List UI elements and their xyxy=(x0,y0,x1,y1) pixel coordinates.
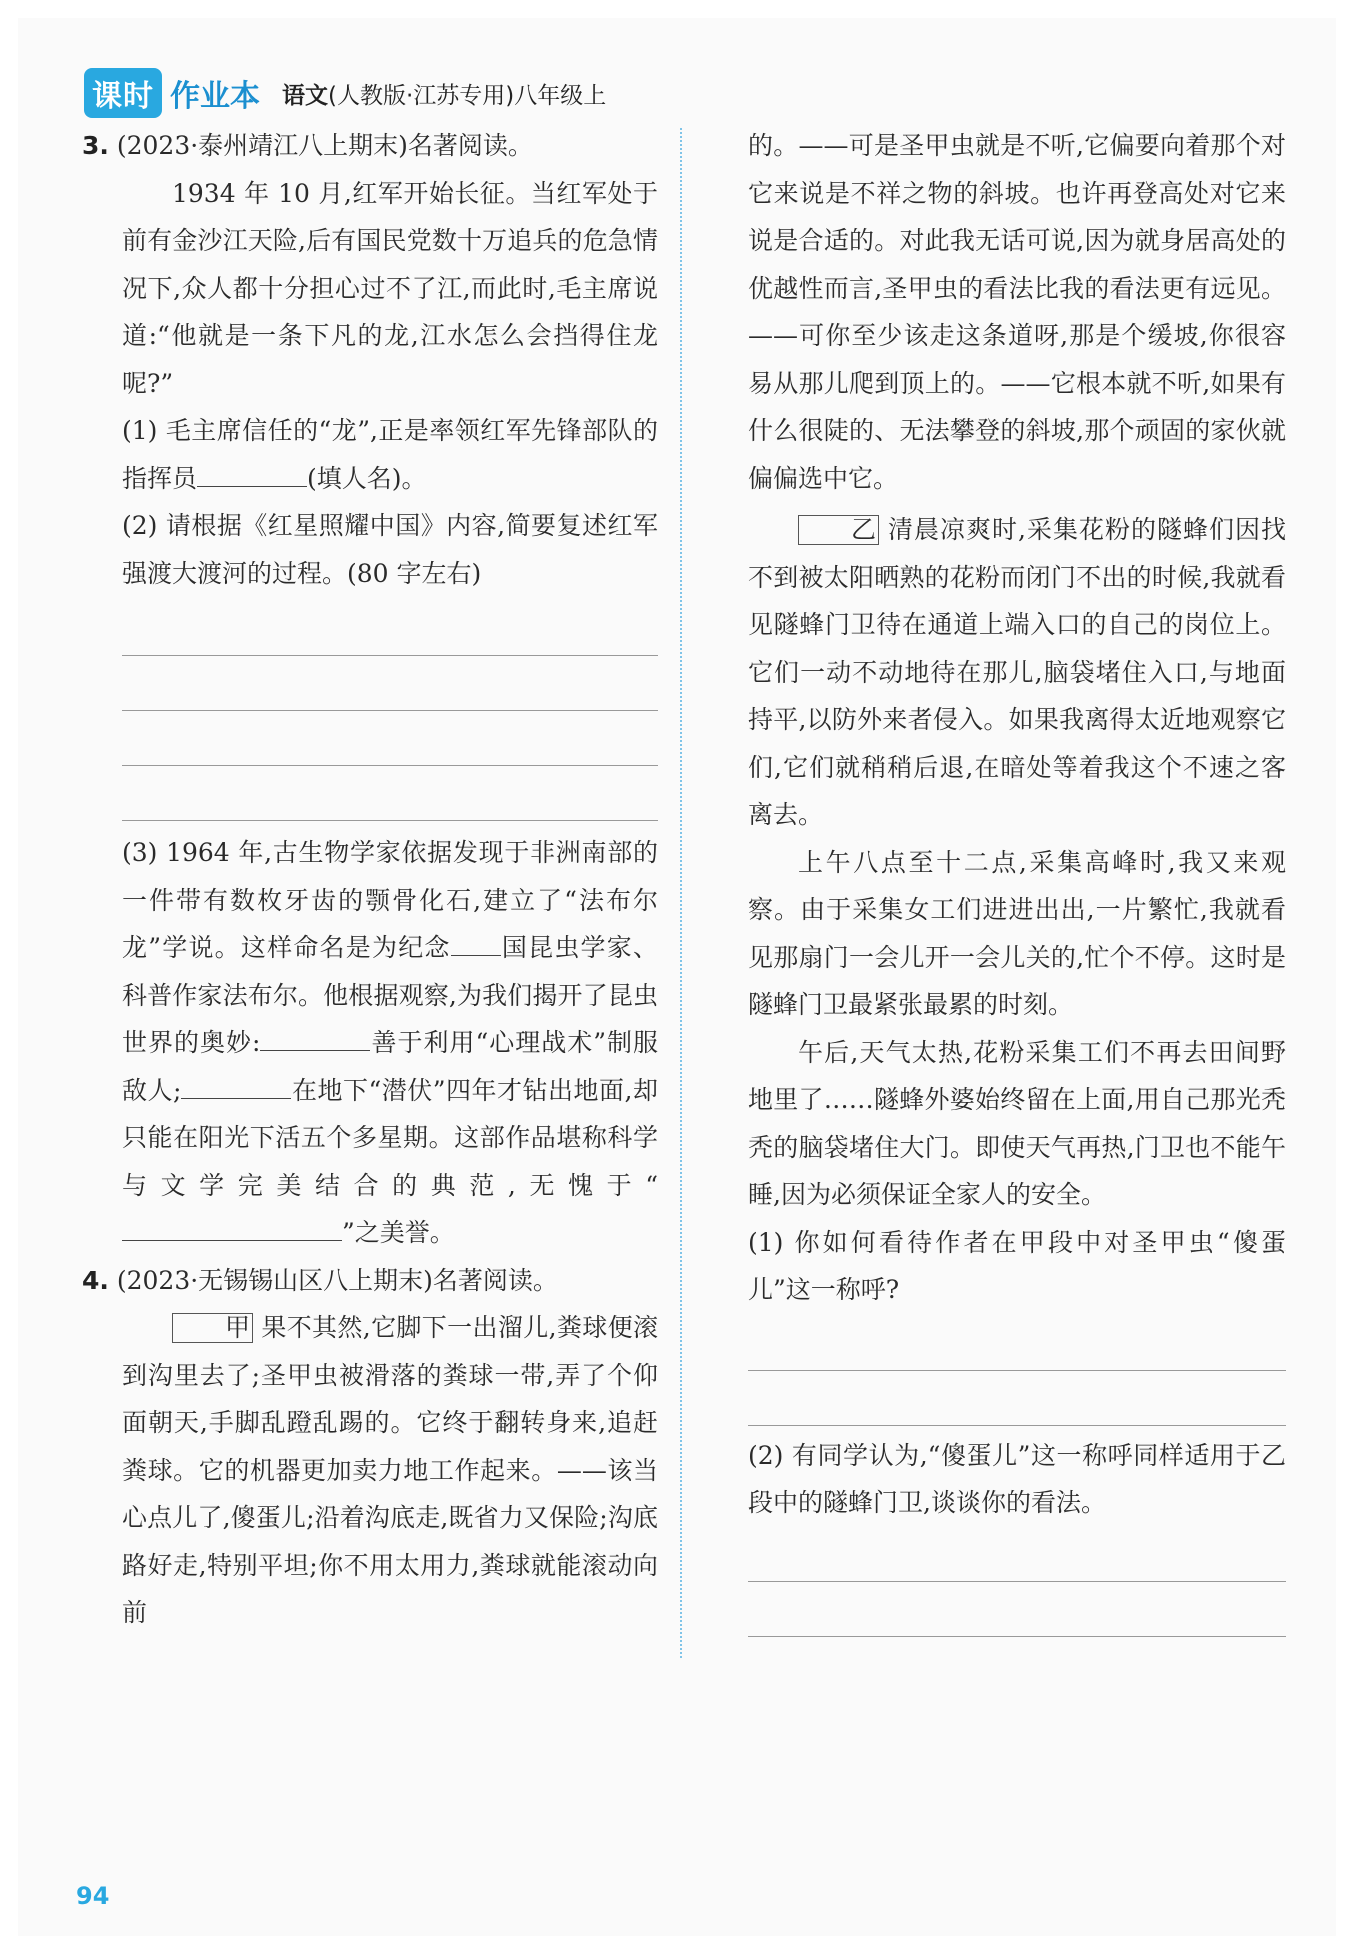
answer-line[interactable] xyxy=(122,601,658,656)
answer-line[interactable] xyxy=(748,1316,1286,1371)
right-column xyxy=(748,122,1286,1637)
question-3-header xyxy=(82,122,658,170)
column-divider xyxy=(680,128,682,1658)
question-4-header xyxy=(82,1257,658,1305)
q4-part1: (1) 你如何看待作者在甲段中对圣甲虫“傻蛋儿”这一称呼? xyxy=(748,1227,1286,1304)
answer-blank[interactable] xyxy=(181,1070,291,1099)
q4-passage-yi xyxy=(748,506,1286,839)
question-number: 3. xyxy=(82,131,109,160)
edition-info: (人教版·江苏专用)八年级上 xyxy=(328,82,607,109)
q4-passage-yi-2: 上午八点至十二点,采集高峰时,我又来观察。由于采集女工们进进出出,一片繁忙,我就看见那扇门一会儿开一会儿关的,忙个不停。这时是隧蜂门卫最紧张最累的时刻。 xyxy=(748,847,1286,1019)
answer-lines[interactable] xyxy=(748,1527,1286,1637)
logo-text: 作业本 xyxy=(170,79,260,114)
answer-line[interactable] xyxy=(748,1371,1286,1426)
question-source: (2023·泰州靖江八上期末)名著阅读。 xyxy=(116,131,533,160)
q4-part2: (2) 有同学认为,“傻蛋儿”这一称呼同样适用于乙段中的隧蜂门卫,谈谈你的看法。 xyxy=(748,1440,1286,1517)
passage-tag-jia: 甲 xyxy=(172,1313,253,1343)
q3-part2: (2) 请根据《红星照耀中国》内容,简要复述红军强渡大渡河的过程。(80 字左右) xyxy=(122,511,658,588)
book-logo xyxy=(84,68,260,118)
q3-part3-text-a: (3) 1964 年,古生物学家依据发现于非洲南部的一件带有数枚牙齿的颚骨化石,建立了“法布尔龙”学说。这样命名是为纪念 xyxy=(122,838,658,962)
answer-line[interactable] xyxy=(748,1582,1286,1637)
q4-passage-jia xyxy=(86,1304,658,1637)
q4-passage-jia-continued: 的。——可是圣甲虫就是不听,它偏要向着那个对它来说是不祥之物的斜坡。也许再登高处对它来说是合适的。对此我无话可说,因为就身居高处的优越性而言,圣甲虫的看法比我的看法更有远见。——可你至少该走这条道呀,那是个缓坡,你很容易从那儿爬到顶上的。——它根本就不听,如果有什么很陡的、无法攀登的斜坡,那个顽固的家伙就偏偏选中它。 xyxy=(748,131,1286,493)
answer-lines[interactable] xyxy=(122,601,658,821)
q3-part3 xyxy=(86,829,658,1257)
answer-lines[interactable] xyxy=(748,1316,1286,1426)
q3-passage: 1934 年 10 月,红军开始长征。当红军处于前有金沙江天险,后有国民党数十万追兵的危急情况下,众人都十分担心过不了江,而此时,毛主席说道:“他就是一条下凡的龙,江水怎么会挡得住龙呢?” xyxy=(122,178,658,398)
answer-blank[interactable] xyxy=(451,927,501,956)
page-header xyxy=(84,70,606,116)
answer-blank[interactable] xyxy=(197,458,307,487)
yi-text-1: 清晨凉爽时,采集花粉的隧蜂们因找不到被太阳晒熟的花粉而闭门不出的时候,我就看见隧蜂门卫待在通道上端入口的自己的岗位上。它们一动不动地待在那儿,脑袋堵住入口,与地面持平,以防外来者侵入。如果我离得太近地观察它们,它们就稍稍后退,在暗处等着我这个不速之客离去。 xyxy=(748,515,1286,829)
logo-badge: 课时 xyxy=(84,68,162,118)
q3-part1 xyxy=(86,407,658,502)
subject-line xyxy=(282,77,606,110)
q3-part3-text-b: 国昆虫学家、科普作家法布尔。他根据观察,为我们揭开了昆虫世界的奥妙: xyxy=(122,933,658,1057)
q4-passage-yi-3: 午后,天气太热,花粉采集工们不再去田间野地里了……隧蜂外婆始终留在上面,用自己那光秃秃的脑袋堵住大门。即使天气再热,门卫也不能午睡,因为必须保证全家人的安全。 xyxy=(748,1037,1286,1209)
answer-line[interactable] xyxy=(122,766,658,821)
q3-part1-text: (1) 毛主席信任的“龙”,正是率领红军先锋部队的指挥员 xyxy=(122,416,658,493)
answer-blank[interactable] xyxy=(122,1212,342,1241)
q3-part3-text-c: 善于利用“心理战术”制服敌人; xyxy=(122,1028,658,1105)
page-number: 94 xyxy=(76,1882,110,1910)
answer-line[interactable] xyxy=(122,656,658,711)
passage-tag-yi: 乙 xyxy=(798,515,879,545)
q3-part3-text-d: 在地下“潜伏”四年才钻出地面,却只能在阳光下活五个多星期。这部作品堪称科学与文学完美结合的典范,无愧于“ xyxy=(122,1075,658,1200)
answer-blank[interactable] xyxy=(260,1022,370,1051)
subject-name: 语文 xyxy=(282,82,328,109)
answer-line[interactable] xyxy=(122,711,658,766)
jia-text: 果不其然,它脚下一出溜儿,粪球便滚到沟里去了;圣甲虫被滑落的粪球一带,弄了个仰面朝天,手脚乱蹬乱踢的。它终于翻转身来,追赶粪球。它的机器更加卖力地工作起来。——该当心点儿了,傻蛋儿;沿着沟底走,既省力又保险;沟底路好走,特别平坦;你不用太用力,粪球就能滚动向前 xyxy=(122,1313,658,1627)
answer-line[interactable] xyxy=(748,1527,1286,1582)
q3-part1-suffix: (填人名)。 xyxy=(307,463,427,493)
question-source: (2023·无锡锡山区八上期末)名著阅读。 xyxy=(116,1265,558,1295)
question-number: 4. xyxy=(82,1265,109,1295)
left-column xyxy=(82,122,658,1637)
q3-part3-text-e: ”之美誉。 xyxy=(342,1218,455,1247)
